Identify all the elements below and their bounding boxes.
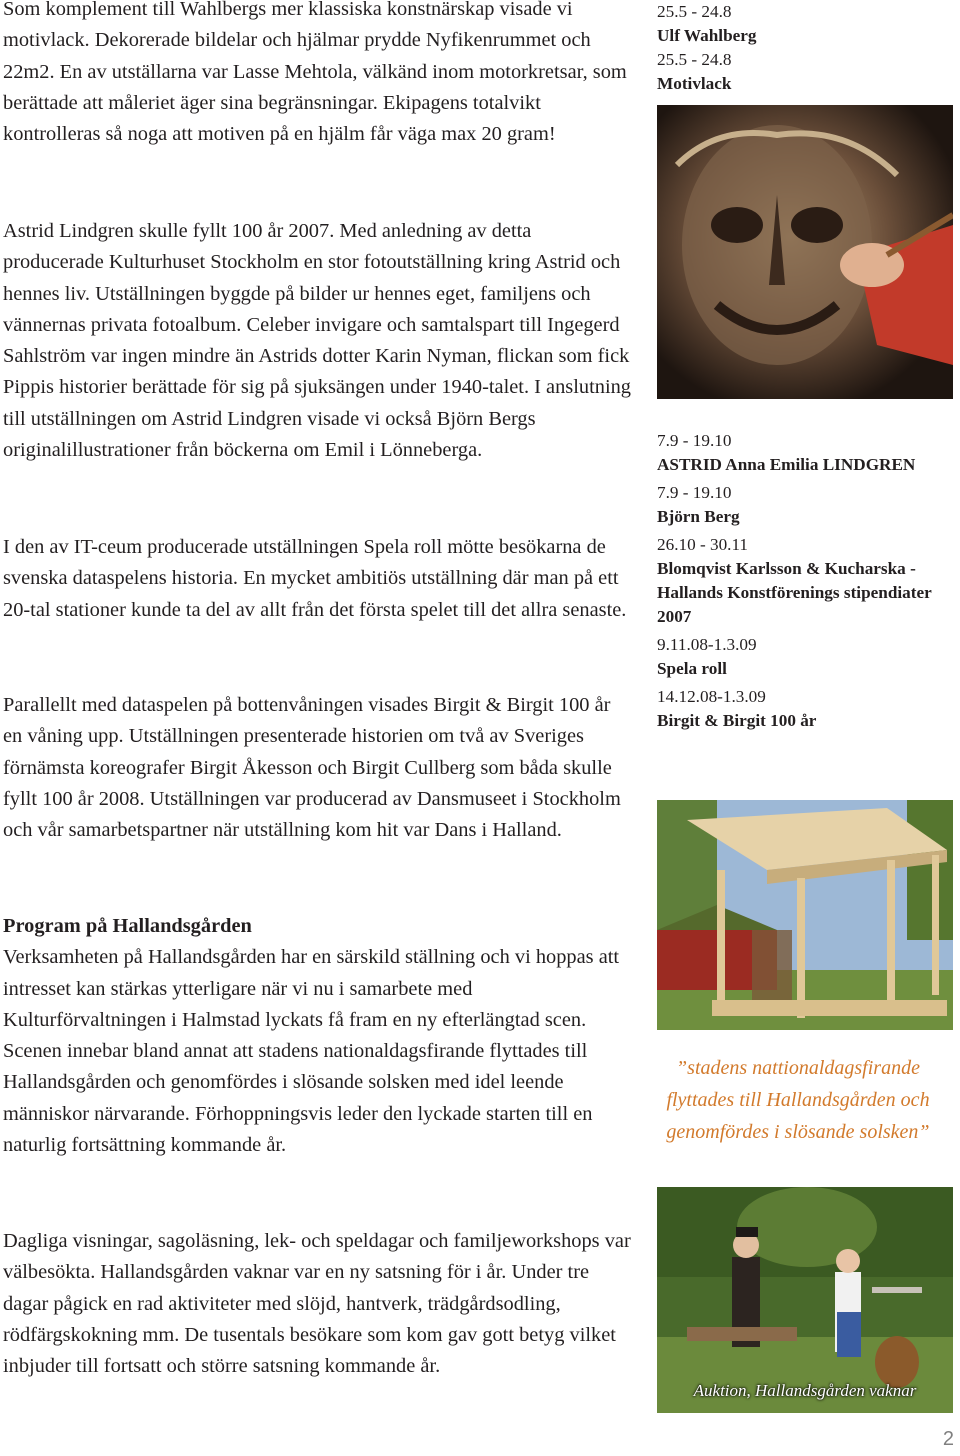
motivlack-photo [657,105,953,399]
paragraph-spela-roll: I den av IT-ceum producerade utställningen Spela roll mötte besökarna de svenska dataspelens historia. En mycket ambitiös utställning där man på ett 20-tal stationer kunde ta del av allt från det första spelet till det allra senaste. [3,536,627,621]
schedule-date: 25.5 - 24.8 [657,2,732,21]
schedule-title: Ulf Wahlberg [657,26,757,45]
pavilion-photo [657,800,953,1030]
paragraph-astrid-lindgren: Astrid Lindgren skulle fyllt 100 år 2007. Med anledning av detta producerade Kulturhuset Stockholm en stor fotoutställning kring Astrid och hennes liv. Utställningen byggde på bilder ur hennes eget, familjens och vännernas privata fotoalbum. Celeber invigare och samtalspart till Ingegerd Sahlström var ingen mindre än Astrids dotter Karin Nyman, flickan som fick Pippis historier berättade för sig på sjuksängen under 1940-talet. I anslutning till utställningen om Astrid Lindgren visade vi också Björn Bergs originalillustrationer från böckerna om Emil i Lönneberga. [3,220,632,462]
paragraph-motivlack: Som komplement till Wahlbergs mer klassiska konstnärskap visade vi motivlack. Dekorerade bildelar och hjälmar prydde Nyfikenrummet och 22m2. En av utställarna var Lasse Mehtola, välkänd inom motorkretsar, som berättade att måleriet äger sina begränsningar. Ekipagens totalvikt kontrolleras så noga att motiven på en hjälm får väga max 20 gram! [3,0,627,146]
pull-quote: ”stadens nattionaldagsfirande flyttades till Hallandsgården och genomfördes i slösande solsken” [666,1057,930,1143]
schedule-title: Björn Berg [657,507,740,526]
auction-caption: Auktion, Hallandsgården vaknar [693,1381,917,1400]
schedule-date: 7.9 - 19.10 [657,431,732,450]
paragraph-daily-activities: Dagliga visningar, sagoläsning, lek- och speldagar och familjeworkshops var välbesökta. Hallandsgården vaknar var en ny satsning för i år. Under tre dagar pågick en rad aktiviteter med slöjd, hantverk, trädgårdsodling, rödfärgskokning mm. De tusentals besökare som kom gav gott betyg vilket inbjuder till fortsatt och större satsning kommande år. [3,1230,631,1378]
schedule-bottom [657,429,957,733]
schedule-title: Motivlack [657,74,732,93]
schedule-date: 9.11.08-1.3.09 [657,635,757,654]
page-number: 2 [942,1428,954,1450]
schedule-date: 14.12.08-1.3.09 [657,687,766,706]
schedule-date: 26.10 - 30.11 [657,535,749,554]
schedule-title: ASTRID Anna Emilia LINDGREN [657,455,916,474]
paragraph-birgit: Parallellt med dataspelen på bottenvåningen visades Birgit & Birgit 100 år en våning upp. Utställningen presenterade historien om två av Sveriges förnämsta koreografer Birgit Åkesson och Birgit Cullberg som båda skulle fyllt 100 år 2008. Utställningen var producerad av Dansmuseet i Stockholm och vår samarbetspartner när utställning kom hit var Dans i Halland. [3,694,621,842]
section-heading: Program på Hallandsgården [3,915,252,937]
program-section [3,911,633,1161]
schedule-date: 7.9 - 19.10 [657,483,732,502]
schedule-top [657,0,957,96]
paragraph-hallandsgarden: Verksamheten på Hallandsgården har en särskild ställning och vi hoppas att intresset kan stärkas ytterligare när vi nu i samarbete med Kulturförvaltningen i Halmstad lyckats få fram en ny efterlängtad scen. Scenen innebar bland annat att stadens nationaldagsfirande flyttades till Hallandsgården och genomfördes i slösande solsken med idel leende människor närvarande. Förhoppningsvis leder den lyckade starten till en naturlig fortsättning kommande år. [3,946,620,1157]
schedule-title: Birgit & Birgit 100 år [657,711,817,730]
schedule-title: Spela roll [657,659,727,678]
schedule-date: 25.5 - 24.8 [657,50,732,69]
schedule-title: Blomqvist Karlsson & Kucharska - Hallands Konstförenings stipendiater 2007 [657,559,932,626]
